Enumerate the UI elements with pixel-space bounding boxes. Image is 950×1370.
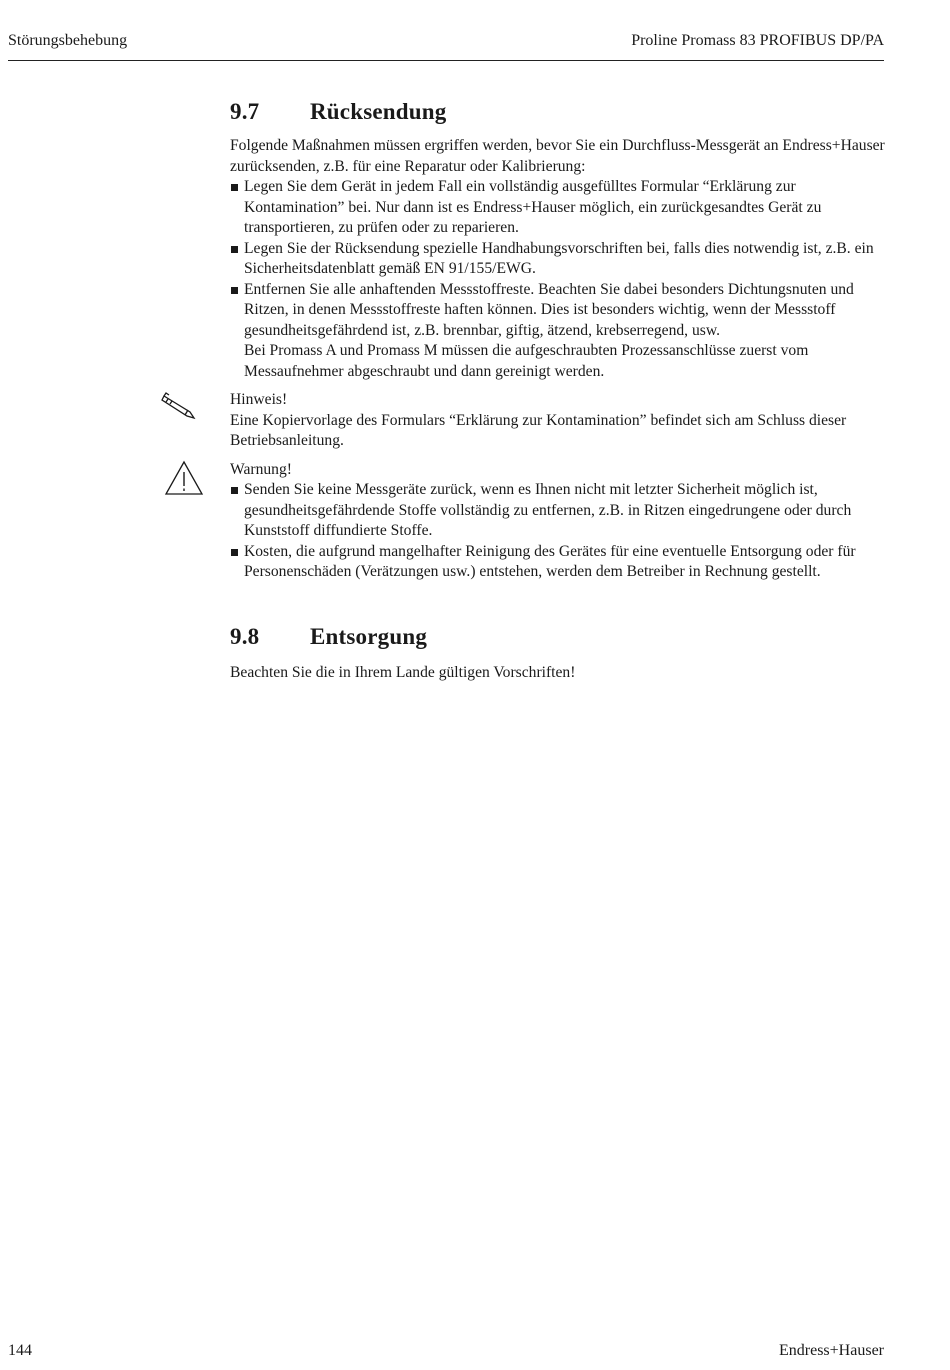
list-item: Kosten, die aufgrund mangelhafter Reinigung des Gerätes für eine eventuelle Entsorgung oder für Personenschäden (Verätzungen usw.) entstehen, werden dem Betreiber in Rechnung gestellt. xyxy=(230,542,890,583)
warning-triangle-icon xyxy=(164,460,204,496)
bullet-icon xyxy=(231,287,238,294)
section-ruecksendung xyxy=(230,96,890,583)
bullet-icon xyxy=(231,246,238,253)
note-label: Hinweis! xyxy=(230,391,288,408)
section-entsorgung xyxy=(230,621,890,684)
header-product: Proline Promass 83 PROFIBUS DP/PA xyxy=(631,32,884,49)
intro-paragraph: Folgende Maßnahmen müssen ergriffen werden, bevor Sie ein Durchfluss-Messgerät an Endress+Hauser zurücksenden, z.B. für eine Reparatur oder Kalibrierung: xyxy=(230,137,885,175)
section-title: Entsorgung xyxy=(310,623,428,649)
page-number: 144 xyxy=(8,1342,32,1359)
section-number: 9.8 xyxy=(230,623,260,649)
list-item: Legen Sie der Rücksendung spezielle Handhabungsvorschriften bei, falls dies notwendig ist, z.B. ein Sicherheitsdatenblatt gemäß EN 91/155/EWG. xyxy=(230,239,890,280)
warning-list xyxy=(230,480,890,583)
disposal-paragraph: Beachten Sie die in Ihrem Lande gültigen Vorschriften! xyxy=(230,663,576,681)
header-chapter: Störungsbehebung xyxy=(8,32,128,49)
bullet-icon xyxy=(231,487,238,494)
list-item: Senden Sie keine Messgeräte zurück, wenn es Ihnen nicht mit letzter Sicherheit möglich ist, gesundheitsgefährdende Stoffe vollständig zu entfernen, z.B. in Ritzen eingedrungene oder durch Kunststoff diffundierte Stoffe. xyxy=(230,480,890,542)
note-block xyxy=(230,390,890,452)
pencil-note-icon xyxy=(160,390,200,420)
list-item: Entfernen Sie alle anhaftenden Messstoffreste. Beachten Sie dabei besonders Dichtungsnuten und Ritzen, in denen Messstoffreste haften können. Dies ist besonders wichtig, wenn der Messstoff gesundheitsgefährdend ist, z.B. brennbar, giftig, ätzend, krebserregend, usw. Bei Promass A und Promass M müssen die aufgeschraubten Prozessanschlüsse zuerst vom Messaufnehmer abgeschraubt und dann gereinigt werden. xyxy=(230,280,890,383)
page-header xyxy=(8,32,884,61)
page-content xyxy=(230,96,890,683)
section-title: Rücksendung xyxy=(310,99,447,124)
warning-block xyxy=(230,460,890,583)
bullet-icon xyxy=(231,184,238,191)
bullet-icon xyxy=(231,549,238,556)
note-text: Eine Kopiervorlage des Formulars “Erklärung zur Kontamination” befindet sich am Schluss dieser Betriebsanleitung. xyxy=(230,411,847,449)
measures-list xyxy=(230,177,890,382)
section-heading xyxy=(230,621,890,653)
section-heading xyxy=(230,96,890,128)
list-item: Legen Sie dem Gerät in jedem Fall ein vollständig ausgefülltes Formular “Erklärung zur Kontamination” bei. Nur dann ist es Endress+Hauser möglich, ein zurückgesandtes Gerät zu transportieren, zu prüfen oder zu reparieren. xyxy=(230,177,890,239)
section-number: 9.7 xyxy=(230,99,260,124)
footer-brand: Endress+Hauser xyxy=(779,1342,884,1359)
warning-label: Warnung! xyxy=(230,460,292,478)
list-item-extra: Bei Promass A und Promass M müssen die aufgeschraubten Prozessanschlüsse zuerst vom Messaufnehmer abgeschraubt und dann gereinigt werden. xyxy=(244,342,809,380)
